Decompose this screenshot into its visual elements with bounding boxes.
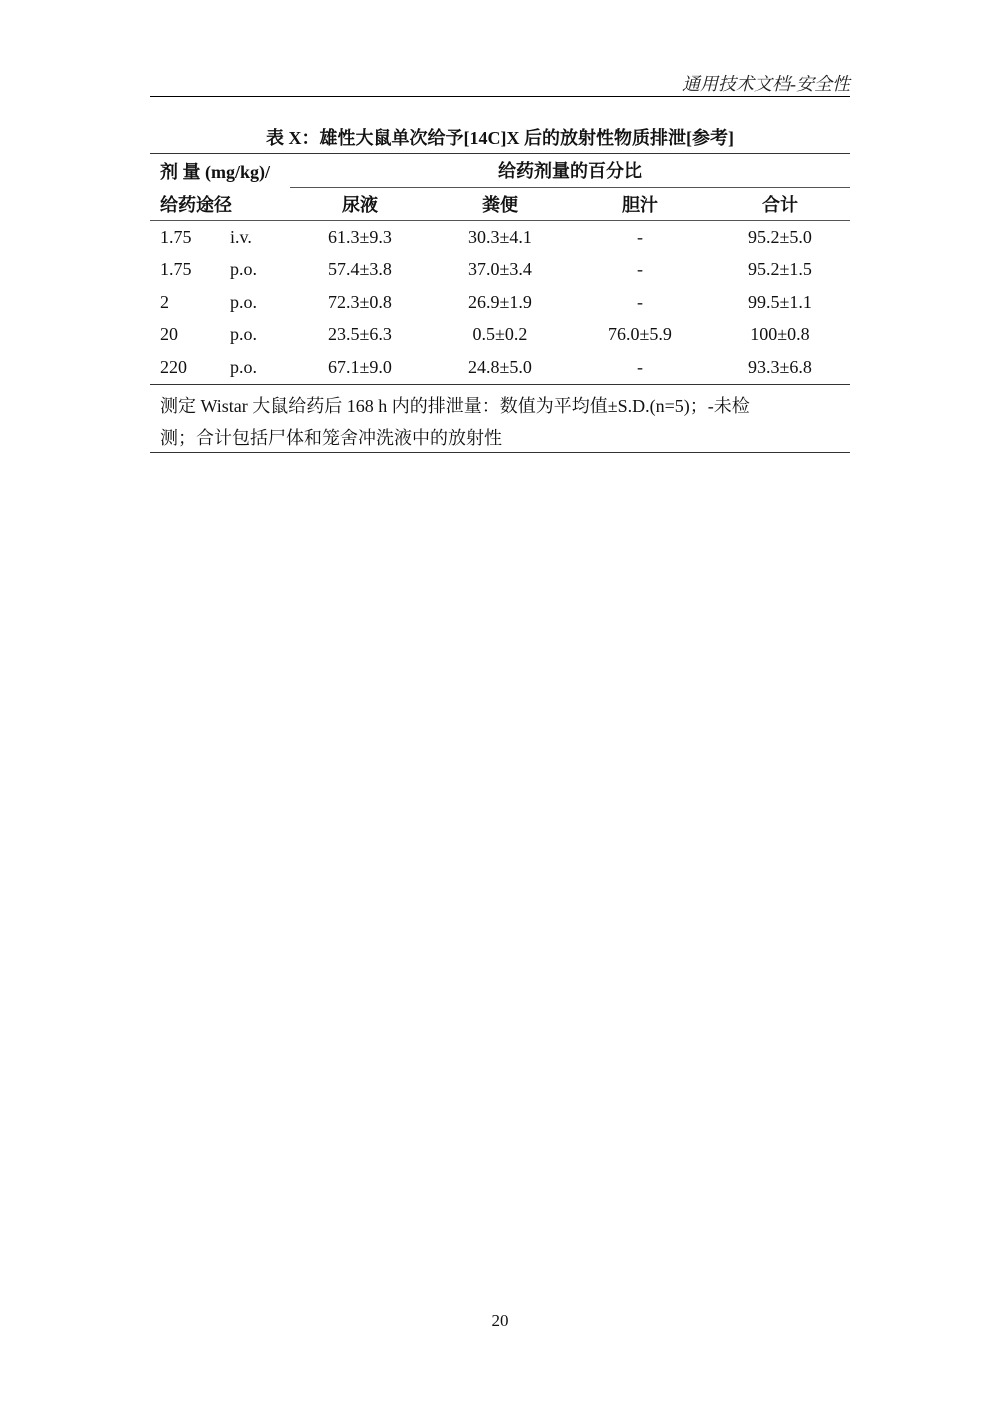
table-row bbox=[150, 286, 850, 319]
bile-cell: - bbox=[637, 259, 643, 280]
route-cell: p.o. bbox=[230, 356, 257, 377]
route-cell: i.v. bbox=[230, 226, 252, 247]
feces-cell: 0.5±0.2 bbox=[472, 324, 528, 345]
dose-route-header-line1: 剂 量 (mg/kg)/ bbox=[160, 161, 270, 182]
document-header-title: 通用技术文档-安全性 bbox=[682, 74, 850, 94]
urine-cell: 67.1±9.0 bbox=[328, 356, 392, 377]
excretion-table bbox=[150, 153, 850, 385]
group-header: 给药剂量的百分比 bbox=[290, 154, 850, 188]
urine-cell: 57.4±3.8 bbox=[328, 259, 392, 280]
feces-cell: 26.9±1.9 bbox=[468, 291, 532, 312]
table-note-line-2: 测；合计包括尸体和笼舍冲洗液中的放射性 bbox=[160, 428, 502, 448]
column-header-feces: 粪便 bbox=[482, 194, 518, 215]
route-cell: p.o. bbox=[230, 291, 257, 312]
total-cell: 95.2±5.0 bbox=[748, 226, 812, 247]
feces-cell: 24.8±5.0 bbox=[468, 356, 532, 377]
table-note bbox=[160, 390, 840, 454]
dose-route-header-line2: 给药途径 bbox=[160, 194, 232, 215]
table-note-line-1: 测定 Wistar 大鼠给药后 168 h 内的排泄量：数值为平均值±S.D.(n=5)；-未检 bbox=[160, 396, 750, 416]
table-caption: 表 X：雄性大鼠单次给予[14C]X 后的放射性物质排泄[参考] bbox=[266, 128, 734, 148]
total-cell: 93.3±6.8 bbox=[748, 356, 812, 377]
total-cell: 99.5±1.1 bbox=[748, 291, 812, 312]
table-row bbox=[150, 319, 850, 352]
column-header-bile: 胆汁 bbox=[622, 194, 658, 215]
dose-cell: 2 bbox=[160, 291, 169, 312]
total-cell: 95.2±1.5 bbox=[748, 259, 812, 280]
bile-cell: - bbox=[637, 291, 643, 312]
dose-cell: 1.75 bbox=[160, 259, 192, 280]
route-cell: p.o. bbox=[230, 259, 257, 280]
header-divider bbox=[150, 96, 850, 97]
total-cell: 100±0.8 bbox=[750, 324, 810, 345]
table-header-row-2 bbox=[150, 187, 850, 221]
urine-cell: 72.3±0.8 bbox=[328, 291, 392, 312]
bile-cell: - bbox=[637, 226, 643, 247]
route-cell: p.o. bbox=[230, 324, 257, 345]
urine-cell: 23.5±6.3 bbox=[328, 324, 392, 345]
bile-cell: 76.0±5.9 bbox=[608, 324, 672, 345]
feces-cell: 30.3±4.1 bbox=[468, 226, 532, 247]
column-header-urine: 尿液 bbox=[342, 194, 378, 215]
page-number: 20 bbox=[491, 1311, 509, 1330]
feces-cell: 37.0±3.4 bbox=[468, 259, 532, 280]
table-row bbox=[150, 254, 850, 287]
column-header-total: 合计 bbox=[762, 194, 798, 215]
note-bottom-rule bbox=[150, 452, 850, 453]
bile-cell: - bbox=[637, 356, 643, 377]
dose-cell: 20 bbox=[160, 324, 178, 345]
table-row bbox=[150, 221, 850, 254]
dose-cell: 1.75 bbox=[160, 226, 192, 247]
table-row bbox=[150, 351, 850, 384]
table-header-row-1 bbox=[150, 154, 850, 188]
dose-cell: 220 bbox=[160, 356, 187, 377]
urine-cell: 61.3±9.3 bbox=[328, 226, 392, 247]
